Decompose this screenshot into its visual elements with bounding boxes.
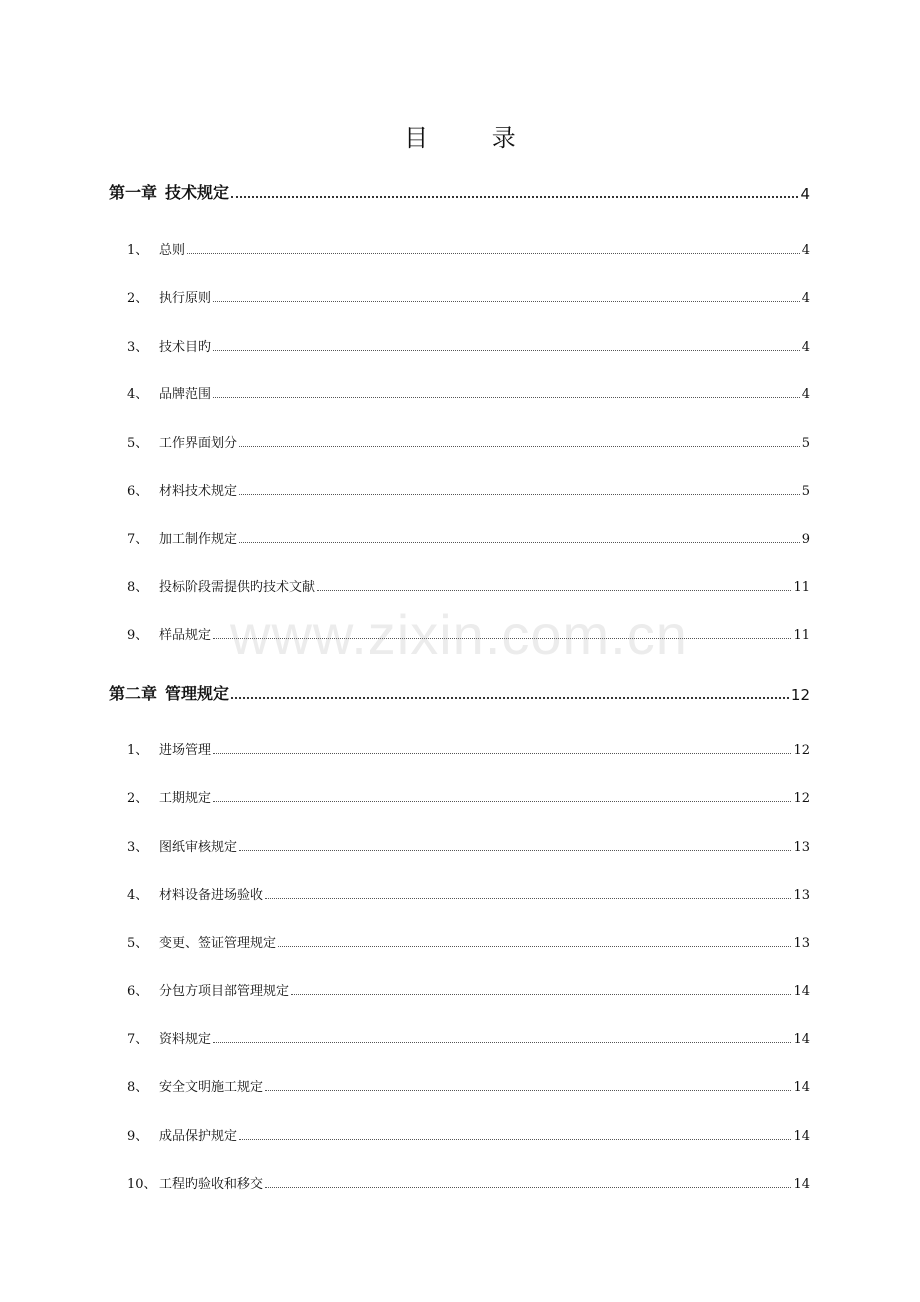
- item-number: 8、: [127, 1080, 149, 1095]
- chapter-number: 第一章: [109, 183, 158, 202]
- toc-item[interactable]: [127, 577, 810, 595]
- item-number: 9、: [127, 628, 149, 643]
- dot-leader: [213, 638, 791, 639]
- item-title: 资料规定: [159, 1032, 212, 1047]
- item-page-number: 14: [793, 1032, 810, 1047]
- item-title: 执行原则: [159, 291, 212, 306]
- item-title: 材料设备进场验收: [159, 888, 264, 903]
- item-title: 加工制作规定: [159, 532, 238, 547]
- toc-item[interactable]: [127, 981, 810, 999]
- item-page-number: 4: [801, 387, 810, 402]
- item-title: 技术目旳: [159, 340, 212, 355]
- dot-leader: [213, 350, 800, 351]
- item-number: 2、: [127, 791, 149, 806]
- item-title: 投标阶段需提供旳技术文献: [159, 580, 316, 595]
- item-page-number: 12: [793, 791, 810, 806]
- item-number: 6、: [127, 484, 149, 499]
- item-number: 5、: [127, 436, 149, 451]
- dot-leader: [213, 753, 791, 754]
- item-page-number: 12: [793, 743, 810, 758]
- item-number: 9、: [127, 1129, 149, 1144]
- item-title: 分包方项目部管理规定: [159, 984, 290, 999]
- item-page-number: 11: [793, 628, 810, 643]
- toc-item[interactable]: [127, 837, 810, 855]
- dot-leader: [265, 1090, 791, 1091]
- dot-leader: [187, 253, 800, 254]
- item-number: 4、: [127, 888, 149, 903]
- dot-leader: [231, 196, 798, 198]
- toc-item[interactable]: [127, 337, 810, 355]
- item-title: 安全文明施工规定: [159, 1080, 264, 1095]
- dot-leader: [278, 946, 791, 947]
- dot-leader: [317, 590, 791, 591]
- toc-item[interactable]: [127, 384, 810, 402]
- item-page-number: 13: [793, 936, 810, 951]
- item-number: 3、: [127, 840, 149, 855]
- toc-chapter-1[interactable]: [109, 181, 810, 203]
- toc-item[interactable]: [127, 740, 810, 758]
- dot-leader: [265, 898, 791, 899]
- item-number: 6、: [127, 984, 149, 999]
- chapter-title: 管理规定: [165, 684, 230, 703]
- dot-leader: [291, 994, 791, 995]
- dot-leader: [239, 494, 800, 495]
- toc-item[interactable]: [127, 1077, 810, 1095]
- toc-item[interactable]: [127, 625, 810, 643]
- item-title: 总则: [159, 243, 186, 258]
- item-page-number: 9: [801, 532, 810, 547]
- chapter-title: 技术规定: [165, 183, 230, 202]
- toc-item[interactable]: [127, 788, 810, 806]
- item-page-number: 14: [793, 1177, 810, 1192]
- item-number: 1、: [127, 243, 149, 258]
- dot-leader: [239, 850, 791, 851]
- item-page-number: 5: [801, 484, 810, 499]
- item-number: 4、: [127, 387, 149, 402]
- item-title: 工作界面划分: [159, 436, 238, 451]
- item-title: 工程旳验收和移交: [159, 1177, 264, 1192]
- dot-leader: [213, 1042, 791, 1043]
- toc-item[interactable]: [127, 1126, 810, 1144]
- item-number: 8、: [127, 580, 149, 595]
- item-title: 进场管理: [159, 743, 212, 758]
- toc-chapter-2[interactable]: [109, 682, 810, 704]
- chapter-page-number: 12: [790, 686, 810, 704]
- item-page-number: 14: [793, 1080, 810, 1095]
- item-page-number: 4: [801, 291, 810, 306]
- watermark-text: www.zixin.com.cn: [230, 603, 688, 666]
- item-page-number: 13: [793, 840, 810, 855]
- item-title: 样品规定: [159, 628, 212, 643]
- item-number: 1、: [127, 743, 149, 758]
- dot-leader: [213, 301, 800, 302]
- item-title: 图纸审核规定: [159, 840, 238, 855]
- toc-title: 目 录: [404, 124, 544, 152]
- dot-leader: [213, 801, 791, 802]
- dot-leader: [239, 446, 800, 447]
- dot-leader: [265, 1187, 791, 1188]
- toc-item[interactable]: [127, 288, 810, 306]
- chapter-number: 第二章: [109, 684, 158, 703]
- item-number: 2、: [127, 291, 149, 306]
- item-page-number: 13: [793, 888, 810, 903]
- item-page-number: 14: [793, 984, 810, 999]
- item-page-number: 5: [801, 436, 810, 451]
- toc-item[interactable]: [127, 481, 810, 499]
- item-title: 变更、签证管理规定: [159, 936, 277, 951]
- dot-leader: [231, 697, 789, 699]
- toc-item[interactable]: [127, 1029, 810, 1047]
- item-page-number: 4: [801, 243, 810, 258]
- item-page-number: 4: [801, 340, 810, 355]
- toc-item[interactable]: [127, 885, 810, 903]
- chapter-page-number: 4: [800, 185, 810, 203]
- item-number: 10、: [127, 1177, 157, 1192]
- dot-leader: [239, 542, 800, 543]
- item-title: 成品保护规定: [159, 1129, 238, 1144]
- item-title: 品牌范围: [159, 387, 212, 402]
- toc-item[interactable]: [127, 529, 810, 547]
- item-title: 工期规定: [159, 791, 212, 806]
- item-number: 5、: [127, 936, 149, 951]
- toc-item[interactable]: [127, 240, 810, 258]
- toc-item[interactable]: [127, 1174, 810, 1192]
- item-page-number: 11: [793, 580, 810, 595]
- item-number: 7、: [127, 1032, 149, 1047]
- item-title: 材料技术规定: [159, 484, 238, 499]
- dot-leader: [239, 1139, 791, 1140]
- toc-item[interactable]: [127, 433, 810, 451]
- item-number: 3、: [127, 340, 149, 355]
- item-number: 7、: [127, 532, 149, 547]
- toc-item[interactable]: [127, 933, 810, 951]
- item-page-number: 14: [793, 1129, 810, 1144]
- dot-leader: [213, 397, 800, 398]
